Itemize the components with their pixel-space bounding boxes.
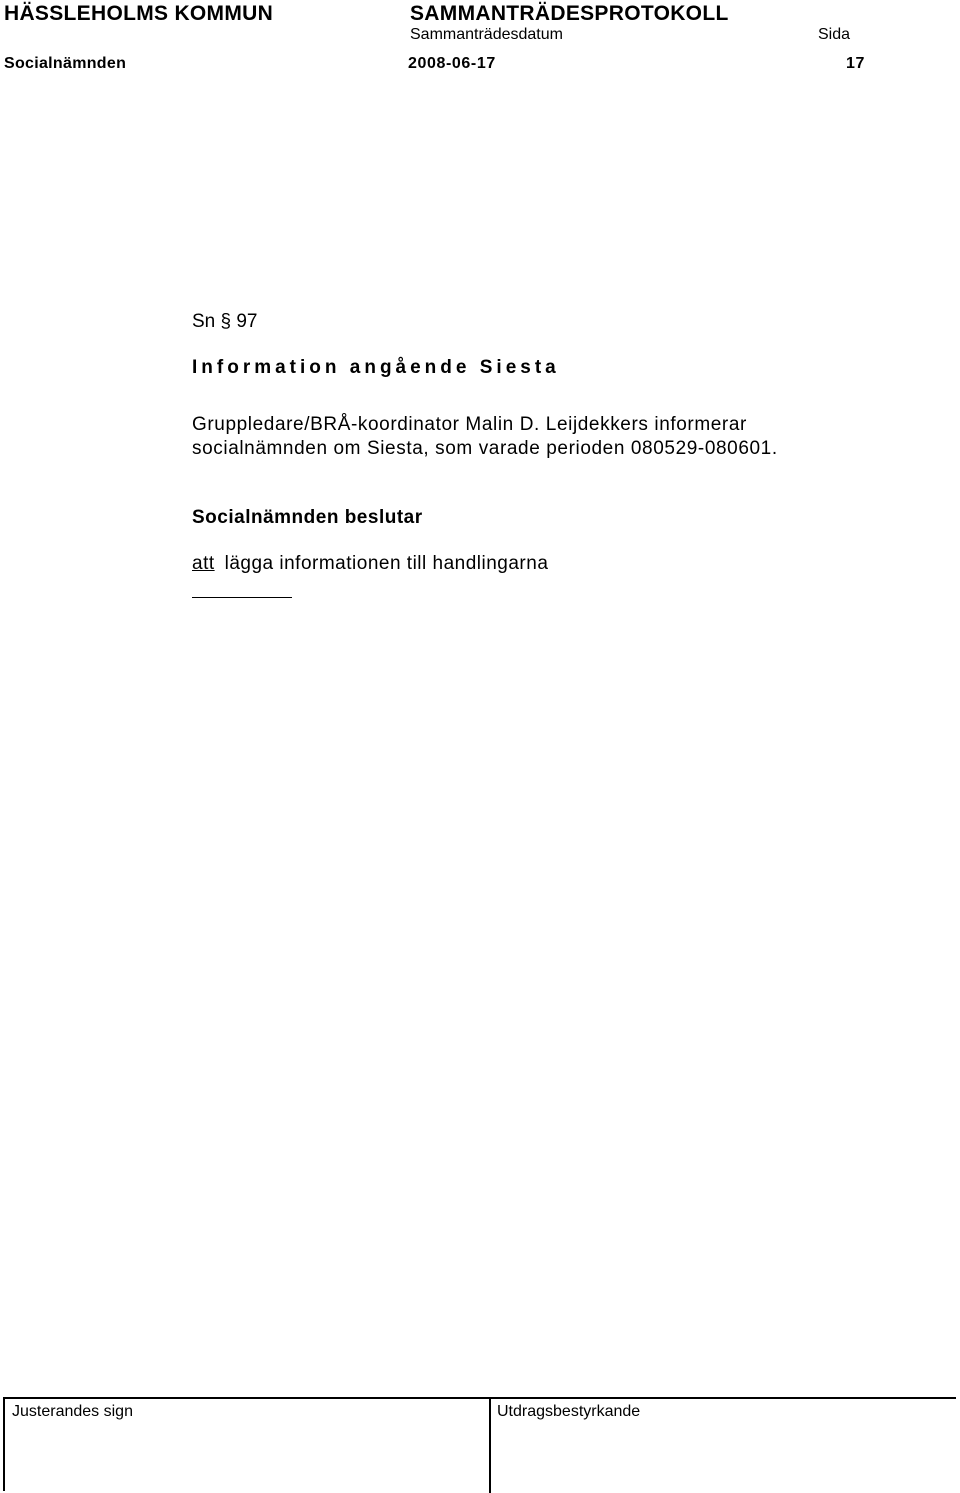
- decision-text: [192, 553, 548, 575]
- section-intro: [192, 413, 912, 461]
- intro-line-2: socialnämnden om Siesta, som varade perioden 080529-080601.: [192, 438, 778, 459]
- document-type: SAMMANTRÄDESPROTOKOLL: [410, 2, 729, 25]
- decision-body: lägga informationen till handlingarna: [224, 553, 549, 574]
- decision-heading: Socialnämnden beslutar: [192, 507, 423, 528]
- paragraph-number: Sn § 97: [192, 311, 258, 332]
- meeting-date: 2008-06-17: [408, 55, 496, 72]
- intro-line-1: Gruppledare/BRÅ-koordinator Malin D. Leijdekkers informerar: [192, 414, 747, 435]
- page-number: 17: [846, 55, 865, 72]
- decision-att: att: [192, 553, 215, 574]
- organization-name: HÄSSLEHOLMS KOMMUN: [4, 2, 274, 25]
- signature-box-divider: [489, 1399, 491, 1493]
- signature-box: [3, 1397, 956, 1491]
- section-subject: Information angående Siesta: [192, 357, 560, 378]
- extract-certification-label: Utdragsbestyrkande: [497, 1403, 641, 1420]
- committee-name: Socialnämnden: [4, 55, 127, 72]
- adjuster-sign-label: Justerandes sign: [12, 1403, 133, 1420]
- page-label: Sida: [818, 26, 851, 43]
- meeting-date-label: Sammanträdesdatum: [410, 26, 563, 43]
- section-end-rule: [192, 597, 292, 598]
